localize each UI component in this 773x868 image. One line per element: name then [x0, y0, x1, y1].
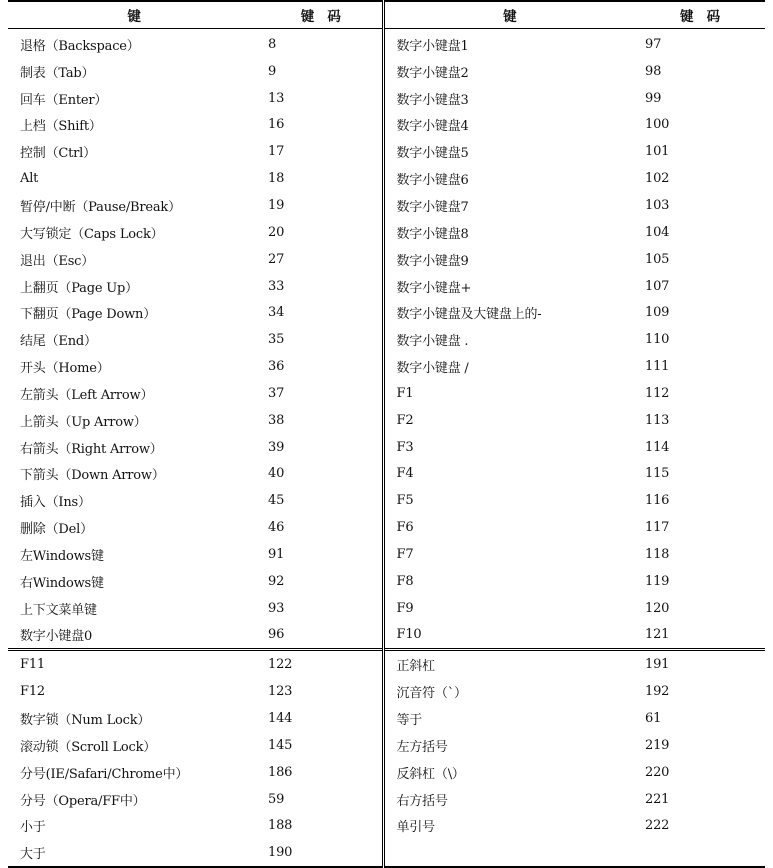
key-name-cell: 数字小键盘及大键盘上的-	[396, 307, 542, 323]
key-code-cell: 116	[645, 493, 670, 509]
table-row	[8, 112, 765, 139]
table-row	[8, 246, 765, 273]
key-code-cell: 27	[260, 246, 383, 273]
key-code-cell: 35	[260, 326, 383, 353]
key-code-cell: 122	[260, 650, 383, 678]
header-key-left: 键	[8, 1, 260, 29]
key-code-cell: 112	[645, 385, 670, 401]
key-code-cell: 113	[645, 412, 670, 428]
key-name-cell: F3	[396, 439, 414, 455]
key-name-cell	[383, 839, 635, 867]
key-code-cell: 220	[645, 764, 670, 780]
key-name-cell: 数字小键盘8	[396, 226, 469, 242]
key-code-cell: 37	[260, 380, 383, 407]
table-row	[8, 705, 765, 732]
key-name-cell: F12	[20, 684, 45, 700]
key-code-cell: 221	[645, 791, 670, 807]
key-code-cell: 8	[260, 29, 383, 58]
table-row	[8, 434, 765, 461]
key-name-cell: 分号(IE/Safari/Chrome中）	[20, 766, 189, 782]
key-name-cell: 结尾（End）	[20, 334, 97, 350]
key-code-cell: 98	[645, 63, 662, 79]
key-name-cell: 退出（Esc）	[20, 253, 95, 269]
table-row	[8, 568, 765, 595]
key-name-cell: 上翻页（Page Up）	[20, 280, 138, 296]
key-code-cell: 46	[260, 514, 383, 541]
key-name-cell: 数字小键盘0	[20, 629, 93, 645]
key-name-cell: 暂停/中断（Pause/Break）	[20, 199, 181, 215]
key-name-cell: 下翻页（Page Down）	[20, 307, 157, 323]
key-code-cell: 40	[260, 461, 383, 488]
table-row	[8, 380, 765, 407]
key-name-cell: 滚动锁（Scroll Lock）	[20, 739, 157, 755]
key-code-cell: 102	[645, 171, 670, 187]
key-code-cell: 144	[260, 705, 383, 732]
key-code-cell: 121	[645, 627, 670, 643]
key-code-cell: 92	[260, 568, 383, 595]
table-row	[8, 759, 765, 786]
header-code-left: 键 码	[260, 1, 383, 29]
key-code-cell: 17	[260, 138, 383, 165]
key-name-cell: 大于	[20, 847, 46, 863]
key-code-cell: 101	[645, 144, 670, 160]
key-name-cell: 上下文菜单键	[20, 602, 97, 618]
key-code-cell: 123	[260, 678, 383, 705]
key-name-cell: 数字小键盘3	[396, 92, 469, 108]
table-row	[8, 192, 765, 219]
key-code-cell: 19	[260, 192, 383, 219]
key-name-cell: 数字小键盘9	[396, 253, 469, 269]
key-name-cell: 数字小键盘1	[396, 38, 469, 54]
key-name-cell: 上档（Shift）	[20, 119, 102, 135]
table-row	[8, 299, 765, 326]
table-row	[8, 812, 765, 839]
key-code-cell: 59	[260, 786, 383, 813]
key-code-cell: 222	[645, 818, 670, 834]
key-name-cell: 沉音符（`）	[396, 686, 467, 702]
table-row	[8, 678, 765, 705]
key-name-cell: 左Windows键	[20, 548, 104, 564]
key-name-cell: F5	[396, 493, 414, 509]
key-code-cell: 99	[645, 90, 662, 106]
key-name-cell: 数字小键盘 .	[396, 334, 469, 350]
key-code-cell: 145	[260, 732, 383, 759]
bottom-section	[8, 650, 765, 867]
key-name-cell: F1	[396, 385, 414, 401]
key-name-cell: 插入（Ins）	[20, 495, 91, 511]
key-name-cell: 右Windows键	[20, 575, 104, 591]
key-code-cell: 103	[645, 197, 670, 213]
key-code-cell: 36	[260, 353, 383, 380]
top-section	[8, 29, 765, 650]
table-row	[8, 29, 765, 58]
key-name-cell: F2	[396, 412, 414, 428]
key-code-cell: 118	[645, 546, 670, 562]
key-name-cell: 上箭头（Up Arrow）	[20, 414, 147, 430]
table-row	[8, 487, 765, 514]
table-row	[8, 732, 765, 759]
key-code-cell: 117	[645, 520, 670, 536]
table-row	[8, 541, 765, 568]
key-code-cell: 188	[260, 812, 383, 839]
key-code-cell: 45	[260, 487, 383, 514]
table-row	[8, 622, 765, 650]
key-code-cell	[635, 839, 765, 867]
key-code-cell: 9	[260, 58, 383, 85]
table-row	[8, 514, 765, 541]
key-name-cell: 数字小键盘2	[396, 65, 469, 81]
key-name-cell: 右方括号	[396, 793, 448, 809]
table-row	[8, 85, 765, 112]
key-code-cell: 190	[260, 839, 383, 867]
table-row	[8, 353, 765, 380]
key-code-cell: 100	[645, 117, 670, 133]
key-code-cell: 18	[260, 165, 383, 192]
key-code-cell: 114	[645, 439, 670, 455]
key-code-cell: 34	[260, 299, 383, 326]
header-row	[8, 1, 765, 29]
key-name-cell: 反斜杠（\）	[396, 766, 465, 782]
keycode-table	[8, 0, 765, 868]
key-name-cell: F9	[396, 600, 414, 616]
key-code-cell: 107	[645, 278, 670, 294]
key-code-cell: 13	[260, 85, 383, 112]
key-code-cell: 96	[260, 622, 383, 650]
key-code-cell: 16	[260, 112, 383, 139]
table-row	[8, 461, 765, 488]
key-name-cell: F11	[8, 650, 260, 678]
key-name-cell: 制表（Tab）	[20, 65, 95, 81]
key-name-cell: 等于	[396, 713, 423, 729]
key-name-cell: 数字小键盘5	[396, 146, 469, 162]
table-row	[8, 58, 765, 85]
key-code-cell: 219	[645, 737, 670, 753]
key-code-cell: 115	[645, 466, 670, 482]
key-name-cell: F6	[396, 520, 414, 536]
keycode-table-page	[8, 0, 765, 861]
table-row	[8, 219, 765, 246]
key-code-cell: 39	[260, 434, 383, 461]
key-code-cell: 20	[260, 219, 383, 246]
key-code-cell: 33	[260, 273, 383, 300]
header-key-right: 键	[383, 1, 635, 29]
key-code-cell: 38	[260, 407, 383, 434]
key-name-cell: F8	[396, 573, 414, 589]
table-row	[8, 273, 765, 300]
table-row	[8, 326, 765, 353]
key-code-cell: 91	[260, 541, 383, 568]
key-code-cell: 105	[645, 251, 670, 267]
key-name-cell: 正斜杠	[383, 650, 635, 678]
header-code-right: 键 码	[635, 1, 765, 29]
key-name-cell: F4	[396, 466, 414, 482]
key-name-cell: Alt	[20, 171, 39, 187]
key-code-cell: 186	[260, 759, 383, 786]
key-name-cell: 小于	[20, 820, 46, 836]
key-name-cell: 右箭头（Right Arrow）	[20, 441, 163, 457]
key-name-cell: 控制（Ctrl）	[20, 146, 96, 162]
table-row	[8, 407, 765, 434]
table-row	[8, 138, 765, 165]
key-code-cell: 191	[635, 650, 765, 678]
key-name-cell: 回车（Enter）	[20, 92, 108, 108]
key-code-cell: 120	[645, 600, 670, 616]
key-name-cell: F10	[396, 627, 422, 643]
key-name-cell: 左箭头（Left Arrow）	[20, 387, 154, 403]
table-row	[8, 165, 765, 192]
table-row	[8, 839, 765, 867]
key-name-cell: 删除（Del）	[20, 522, 93, 538]
key-code-cell: 61	[645, 711, 662, 727]
key-name-cell: 数字锁（Num Lock）	[20, 713, 151, 729]
key-name-cell: 数字小键盘 /	[396, 361, 469, 377]
key-name-cell: 大写锁定（Caps Lock）	[20, 226, 164, 242]
key-name-cell: F7	[396, 546, 414, 562]
key-name-cell: 退格（Backspace）	[20, 38, 140, 54]
key-name-cell: 单引号	[396, 820, 435, 836]
key-name-cell: 分号（Opera/FF中）	[20, 793, 146, 809]
key-name-cell: 数字小键盘4	[396, 119, 469, 135]
table-row	[8, 650, 765, 678]
key-code-cell: 111	[645, 359, 670, 375]
key-code-cell: 119	[645, 573, 670, 589]
table-row	[8, 595, 765, 622]
table-row	[8, 786, 765, 813]
key-code-cell: 97	[645, 36, 662, 52]
key-code-cell: 109	[645, 305, 670, 321]
key-code-cell: 104	[645, 224, 670, 240]
key-name-cell: 数字小键盘+	[396, 280, 472, 296]
key-name-cell: 下箭头（Down Arrow）	[20, 468, 165, 484]
key-code-cell: 93	[260, 595, 383, 622]
key-code-cell: 192	[645, 684, 670, 700]
key-name-cell: 开头（Home）	[20, 361, 110, 377]
key-name-cell: 数字小键盘6	[396, 173, 469, 189]
key-name-cell: 数字小键盘7	[396, 199, 469, 215]
key-code-cell: 110	[645, 332, 670, 348]
key-name-cell: 左方括号	[396, 739, 448, 755]
